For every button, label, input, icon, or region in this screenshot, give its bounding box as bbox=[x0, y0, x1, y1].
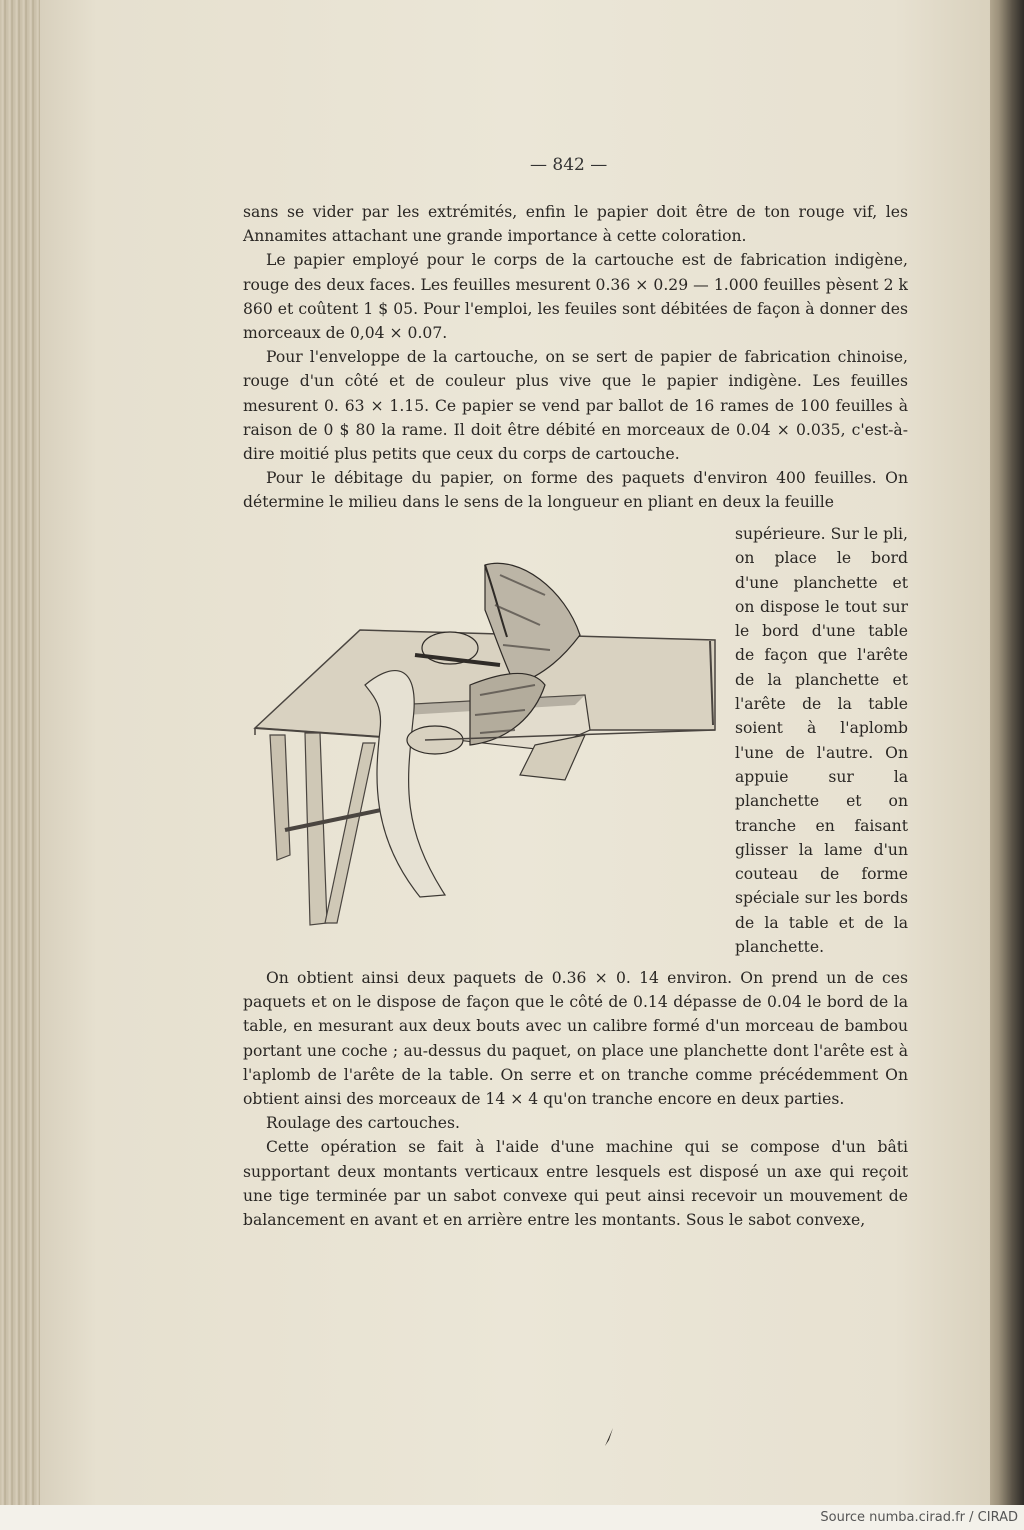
book-binding bbox=[985, 0, 1024, 1505]
ink-mark bbox=[603, 1428, 613, 1446]
wrapped-text-column: supérieure. Sur le pli, on place le bord d'une planchette et on dispose le tout sur le bord d'une table de façon que l'arête de la planchette et l'arête de la table soient à l'aplomb l'une de l'autre. On appuie sur la planchette et on tranche en faisant glisser la lame d'un couteau de forme spéciale sur les bords de la table et de la planchette. bbox=[735, 525, 908, 957]
paragraph-1: sans se vider par les extrémités, enfin le papier doit être de ton rouge vif, les Annamites attachant une grande importance à cette coloration. bbox=[243, 203, 908, 246]
paragraph-3: Pour l'enveloppe de la cartouche, on se sert de papier de fabrication chinoise, rouge d'un côté et de couleur plus vive que le papier indigène. Les feuilles mesurent 0. 63 × 1.15. Ce papier se vend par ballot de 16 rames de 100 feuilles à raison de 0 $ 80 la rame. Il doit être débité en morceaux de 0.04 × 0.035, c'est-à-dire moitié plus petits que ceux du corps de cartouche. bbox=[243, 348, 908, 464]
source-credit[interactable]: Source numba.cirad.fr / CIRAD bbox=[820, 1510, 1018, 1525]
paper-cutting-illustration bbox=[245, 555, 720, 930]
paragraph-5: On obtient ainsi deux paquets de 0.36 × 0. 14 environ. On prend un de ces paquets et on le dispose de façon que le côté de 0.14 dépasse de 0.04 le bord de la table, en mesurant aux deux bouts avec un calibre formé d'un morceau de bambou portant une coche ; au-dessus du paquet, on place une planchette dont l'arête est à l'aplomb de l'arête de la table. On serre et on tranche comme précédemment On obtient ainsi des morceaux de 14 × 4 qu'on tranche encore en deux parties. bbox=[243, 969, 908, 1109]
paragraph-6: Cette opération se fait à l'aide d'une machine qui se compose d'un bâti supportant deux montants verticaux entre lesquels est disposé un axe qui reçoit une tige terminée par un sabot convexe qui peut ainsi recevoir un mouvement de balancement en avant et en arrière entre les montants. Sous le sabot convexe, bbox=[243, 1138, 908, 1230]
bottom-text-block bbox=[243, 966, 908, 1232]
paragraph-2: Le papier employé pour le corps de la cartouche est de fabrication indigène, rouge des deux faces. Les feuilles mesurent 0.36 × 0.29 — 1.000 feuilles pèsent 2 k 860 et coûtent 1 $ 05. Pour l'emploi, les feuiles sont débitées de façon à donner des morceaux de 0,04 × 0.07. bbox=[243, 251, 908, 343]
top-text-block bbox=[243, 200, 908, 515]
section-heading: Roulage des cartouches. bbox=[266, 1114, 460, 1133]
paragraph-4: Pour le débitage du papier, on forme des paquets d'environ 400 feuilles. On détermine le milieu dans le sens de la longueur en pliant en deux la feuille bbox=[243, 469, 908, 512]
page-number: — 842 — bbox=[530, 155, 608, 175]
